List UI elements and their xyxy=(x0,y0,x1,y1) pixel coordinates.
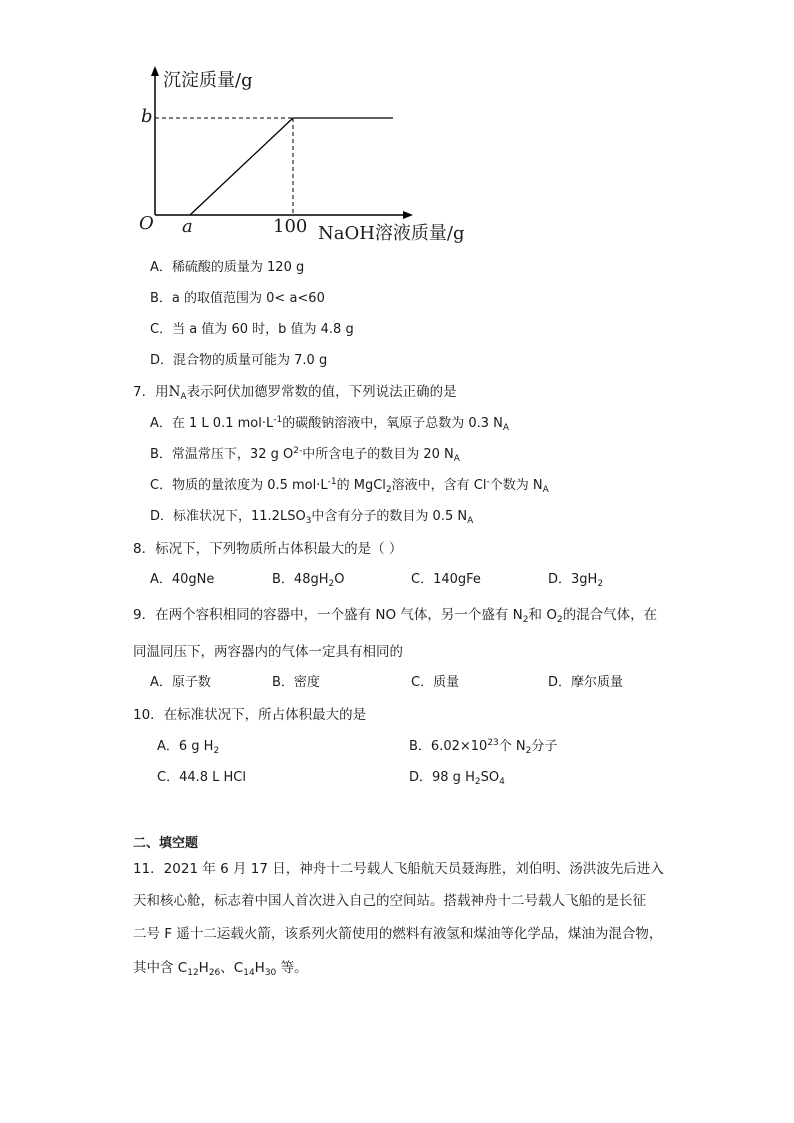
y-axis-arrow xyxy=(151,66,159,76)
q10-option-b: B．$6.02\times 10^{23}$个 $N_2$分子 xyxy=(409,738,558,756)
x-tick-100: 100 xyxy=(273,216,308,237)
q10-option-c: C．44.8 L HCl xyxy=(157,770,246,785)
q9-stem-line2: 同温同压下，两容器内的气体一定具有相同的 xyxy=(133,644,403,660)
b-label: b xyxy=(141,106,153,127)
q10-option-a: A．6 g $H_2$ xyxy=(157,739,220,756)
x-axis-arrow xyxy=(403,211,413,219)
q8-stem: 8．标况下，下列物质所占体积最大的是（ ） xyxy=(133,541,403,557)
q8-option-d: D．$3gH_2$ xyxy=(548,572,604,589)
precipitate-graph xyxy=(0,0,794,250)
x-axis-label: NaOH溶液质量/g xyxy=(318,223,465,244)
q6-option-a: A．稀硫酸的质量为 120 g xyxy=(150,260,305,275)
origin-label: O xyxy=(139,213,154,234)
q9-option-b: B．密度 xyxy=(272,675,320,690)
q11-line4: 其中含 $C_{12}H_{26}$、$C_{14}H_{30}$ 等。 xyxy=(133,960,308,978)
q7-option-d: D．标准状况下，$11.2LSO_3$中含有分子的数目为 0.5 $N_A$ xyxy=(150,509,474,526)
q11-line1: 11．2021 年 6 月 17 日，神舟十二号载人飞船航天员聂海胜，刘伯明、汤洪波先后进入 xyxy=(133,861,664,877)
y-axis-label: 沉淀质量/g xyxy=(163,70,253,91)
q10-stem: 10．在标准状况下，所占体积最大的是 xyxy=(133,707,367,723)
q9-option-c: C．质量 xyxy=(411,675,460,690)
q7-option-a: A．在 1 L 0.1 $mol\cdot L^{-1}$的碳酸钠溶液中，氧原子总数为 0.3 $N_A$ xyxy=(150,415,510,433)
q7-option-c: C．物质的量浓度为 0.5 $mol\cdot L^{-1}$的 MgCl$_2$溶液中，含有 Cl-个数为 $N_A$ xyxy=(150,477,549,495)
q8-option-c: C．140gFe xyxy=(411,572,481,587)
q9-option-a: A．原子数 xyxy=(150,675,211,690)
q7-stem: 7．用$N_A$表示阿伏加德罗常数的值，下列说法正确的是 xyxy=(133,384,457,402)
q6-option-c: C．当 a 值为 60 时，b 值为 4.8 g xyxy=(150,322,354,337)
q11-line3: 二号 F 遥十二运载火箭，该系列火箭使用的燃料有液氢和煤油等化学品，煤油为混合物， xyxy=(133,926,663,942)
q8-option-a: A．40gNe xyxy=(150,572,215,587)
q11-line2: 天和核心舱，标志着中国人首次进入自己的空间站。搭载神舟十二号载人飞船的是长征 xyxy=(133,893,646,909)
q6-option-b: B．a 的取值范围为 0< a<60 xyxy=(150,291,325,306)
rising-line xyxy=(190,118,293,215)
q9-stem-line1: 9．在两个容积相同的容器中，一个盛有 NO 气体，另一个盛有 $N_2$和 $O_2$的混合气体，在 xyxy=(133,607,658,625)
section-title-fill-in: 二、填空题 xyxy=(133,836,199,851)
q10-option-d: D．98 g $H_2SO_4$ xyxy=(409,770,505,787)
a-label: a xyxy=(182,216,193,237)
q9-option-d: D．摩尔质量 xyxy=(548,675,624,690)
q8-option-b: B．$48gH_2O$ xyxy=(272,572,345,589)
q7-option-b: B．常温常压下，32 g $O^{2-}$中所含电子的数目为 20 $N_A$ xyxy=(150,446,460,464)
q6-option-d: D．混合物的质量可能为 7.0 g xyxy=(150,353,328,368)
